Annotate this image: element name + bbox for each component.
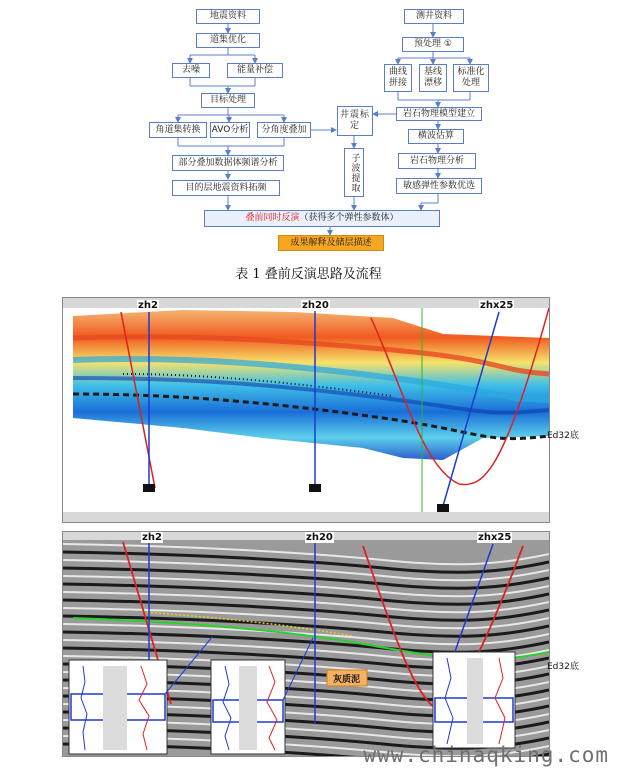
seismic-section-panel	[62, 531, 550, 757]
curve-splice-box	[384, 64, 412, 92]
table-caption: 表 1 叠前反演思路及流程	[235, 267, 382, 282]
shear-wave-estimation-box: 横波估算	[408, 129, 464, 144]
inversion-section-image	[63, 298, 549, 522]
upper-well-label-zhx25: zhx25	[480, 300, 514, 311]
watermark: www.chinaqking.com	[363, 743, 609, 767]
energy-compensation-box: 能量补偿	[227, 63, 283, 78]
well-tie-box: 井震标定	[337, 106, 373, 136]
inversion-label-rest: （获得多个弹性参数体）	[299, 213, 399, 223]
standardization-box	[453, 64, 489, 92]
target-processing-box: 目标处理	[201, 93, 255, 108]
lower-well-label-zh20: zh20	[306, 532, 333, 543]
inversion-box	[204, 210, 440, 227]
trace-optimization-box: 道集优化	[196, 33, 260, 48]
inversion-label-red: 叠前同时反演	[245, 213, 300, 223]
partial-stack-spectrum-box: 部分叠加数据体频谱分析	[172, 155, 284, 171]
rock-physics-analysis-box: 岩石物理分析	[398, 153, 476, 169]
rock-physics-model-box: 岩石物理模型建立	[396, 107, 482, 121]
upper-well-label-zh20: zh20	[302, 300, 329, 311]
wavelet-extraction-box: 子波提取	[344, 148, 364, 197]
baseline-drift-box	[419, 64, 447, 92]
upper-horizon-label: Ed32底	[547, 431, 579, 441]
frequency-extension-box: 目的层地震资料拓频	[172, 180, 280, 196]
lower-well-label-zh2: zh2	[142, 532, 162, 543]
seismic-data-box: 地震资料	[196, 9, 260, 24]
avo-analysis-box: AVO分析	[210, 122, 250, 138]
inversion-section-panel	[62, 297, 550, 523]
standardization-line2: 处理	[461, 78, 480, 88]
lithology-label: 灰质泥	[333, 675, 361, 685]
baseline-drift-line1: 基线	[423, 67, 442, 77]
lower-horizon-label: Ed32底	[547, 662, 579, 672]
baseline-drift-line2: 漂移	[423, 78, 442, 88]
angle-gather-conversion-box: 角道集转换	[149, 122, 207, 138]
lower-well-label-zhx25: zhx25	[478, 532, 512, 543]
well-log-data-box: 测井资料	[404, 9, 464, 24]
sensitive-param-box: 敏感弹性参数优选	[396, 178, 482, 194]
upper-well-label-zh2: zh2	[138, 300, 158, 311]
standardization-line1: 标准化	[457, 67, 485, 77]
denoise-box: 去噪	[172, 63, 210, 78]
curve-splice-line1: 曲线	[388, 67, 407, 77]
result-box: 成果解释及储层描述	[278, 235, 384, 251]
preprocessing-box: 预处理 ①	[402, 37, 464, 52]
angle-stack-box: 分角度叠加	[257, 122, 311, 138]
seismic-section-image	[63, 532, 549, 756]
curve-splice-line2: 拼接	[388, 78, 407, 88]
